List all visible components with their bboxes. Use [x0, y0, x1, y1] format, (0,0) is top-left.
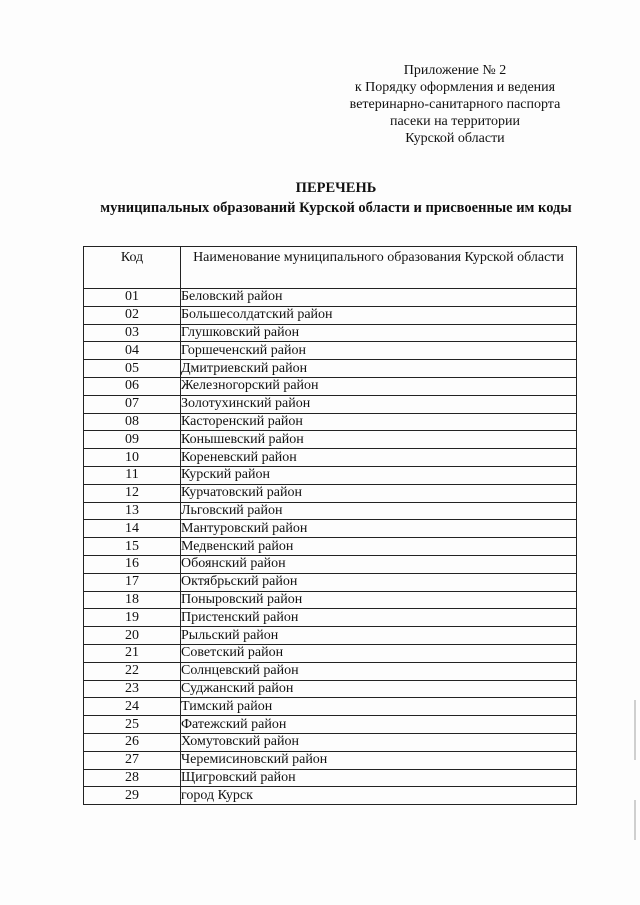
table-row	[84, 431, 577, 449]
table-row	[84, 395, 577, 413]
header-name: Наименование муниципального образования Курской области	[181, 247, 577, 289]
table-row	[84, 324, 577, 342]
table-row	[84, 733, 577, 751]
row-name: Касторенский район	[181, 413, 577, 431]
table-row	[84, 342, 577, 360]
row-name: Октябрьский район	[181, 573, 577, 591]
header-code: Код	[84, 247, 181, 289]
table-row	[84, 466, 577, 484]
row-code: 08	[84, 413, 181, 431]
row-name: Железногорский район	[181, 377, 577, 395]
appendix-line: ветеринарно-санитарного паспорта	[349, 97, 561, 112]
row-code: 13	[84, 502, 181, 520]
document-title: ПЕРЕЧЕНЬ	[295, 180, 377, 196]
table-row	[84, 538, 577, 556]
table-row	[84, 449, 577, 467]
table-header-row	[84, 247, 577, 289]
table-row	[84, 716, 577, 734]
row-code: 29	[84, 787, 181, 805]
row-code: 20	[84, 627, 181, 645]
table-row	[84, 520, 577, 538]
appendix-line: Курской области	[405, 131, 505, 146]
row-code: 22	[84, 662, 181, 680]
table-row	[84, 591, 577, 609]
row-code: 09	[84, 431, 181, 449]
row-code: 19	[84, 609, 181, 627]
row-code: 17	[84, 573, 181, 591]
table-row	[84, 609, 577, 627]
row-name: Конышевский район	[181, 431, 577, 449]
table-row	[84, 377, 577, 395]
table-row	[84, 484, 577, 502]
table-body	[84, 289, 577, 805]
scan-edge-mark	[634, 700, 636, 760]
row-code: 24	[84, 698, 181, 716]
row-code: 27	[84, 751, 181, 769]
row-code: 01	[84, 289, 181, 307]
row-name: Тимский район	[181, 698, 577, 716]
table-row	[84, 662, 577, 680]
appendix-line: Приложение № 2	[403, 63, 507, 78]
table-row	[84, 360, 577, 378]
row-code: 02	[84, 306, 181, 324]
appendix-header	[330, 62, 580, 147]
row-name: Горшеченский район	[181, 342, 577, 360]
row-code: 06	[84, 377, 181, 395]
municipality-codes-table	[83, 246, 577, 805]
table-row	[84, 751, 577, 769]
row-name: Мантуровский район	[181, 520, 577, 538]
row-name: Солнцевский район	[181, 662, 577, 680]
row-name: Рыльский район	[181, 627, 577, 645]
row-name: город Курск	[181, 787, 577, 805]
row-name: Глушковский район	[181, 324, 577, 342]
document-subtitle: муниципальных образований Курской области и присвоенные им коды	[100, 200, 572, 216]
table-row	[84, 627, 577, 645]
row-name: Пристенский район	[181, 609, 577, 627]
table-row	[84, 698, 577, 716]
row-name: Обоянский район	[181, 555, 577, 573]
scan-edge-mark	[634, 800, 636, 840]
table-row	[84, 644, 577, 662]
row-name: Беловский район	[181, 289, 577, 307]
row-code: 18	[84, 591, 181, 609]
row-name: Курчатовский район	[181, 484, 577, 502]
row-name: Льговский район	[181, 502, 577, 520]
table-row	[84, 769, 577, 787]
row-name: Советский район	[181, 644, 577, 662]
table-row	[84, 289, 577, 307]
row-name: Дмитриевский район	[181, 360, 577, 378]
row-code: 11	[84, 466, 181, 484]
row-code: 05	[84, 360, 181, 378]
row-name: Фатежский район	[181, 716, 577, 734]
row-name: Суджанский район	[181, 680, 577, 698]
row-code: 26	[84, 733, 181, 751]
row-code: 10	[84, 449, 181, 467]
table-row	[84, 555, 577, 573]
row-name: Большесолдатский район	[181, 306, 577, 324]
row-code: 03	[84, 324, 181, 342]
table-row	[84, 413, 577, 431]
row-name: Хомутовский район	[181, 733, 577, 751]
appendix-line: к Порядку оформления и ведения	[354, 80, 556, 95]
row-code: 04	[84, 342, 181, 360]
row-name: Медвенский район	[181, 538, 577, 556]
table-row	[84, 306, 577, 324]
row-name: Курский район	[181, 466, 577, 484]
row-code: 21	[84, 644, 181, 662]
table-row	[84, 573, 577, 591]
row-name: Кореневский район	[181, 449, 577, 467]
row-code: 15	[84, 538, 181, 556]
row-code: 16	[84, 555, 181, 573]
row-code: 23	[84, 680, 181, 698]
table-row	[84, 502, 577, 520]
row-name: Поныровский район	[181, 591, 577, 609]
row-code: 28	[84, 769, 181, 787]
table-row	[84, 680, 577, 698]
table-row	[84, 787, 577, 805]
row-name: Щигровский район	[181, 769, 577, 787]
row-code: 25	[84, 716, 181, 734]
appendix-line: пасеки на территории	[389, 114, 521, 129]
row-name: Черемисиновский район	[181, 751, 577, 769]
row-code: 14	[84, 520, 181, 538]
row-code: 07	[84, 395, 181, 413]
row-name: Золотухинский район	[181, 395, 577, 413]
row-code: 12	[84, 484, 181, 502]
